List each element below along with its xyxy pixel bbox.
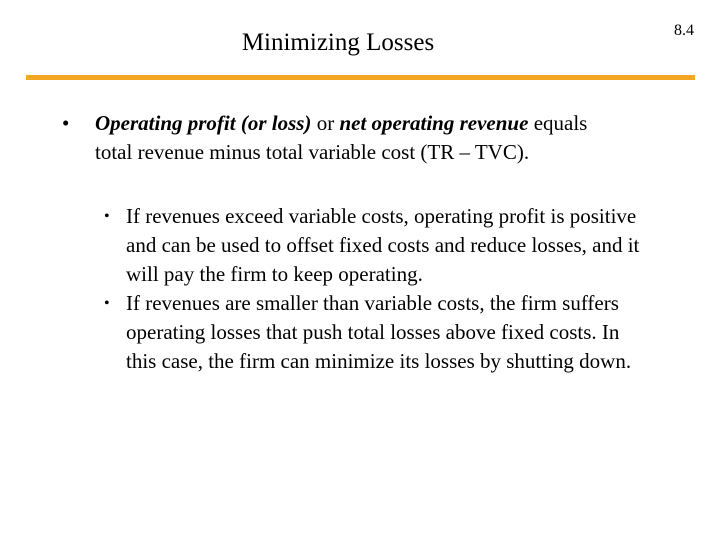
title-divider: [26, 75, 695, 80]
sub-bullet-text: If revenues are smaller than variable costs, the firm suffers operating losses that push total losses above fixed costs. In this case, the firm can minimize its losses by shutting down.: [126, 291, 632, 373]
sub-bullet-text: If revenues exceed variable costs, operating profit is positive and can be used to offset fixed costs and reduce losses, and it will pay the firm to keep operating.: [126, 204, 640, 286]
main-bullet-text: [62, 109, 622, 167]
sub-bullet-item: [104, 202, 644, 289]
sub-bullet-marker: •: [104, 208, 110, 225]
bullet-marker: •: [62, 111, 70, 135]
definition-text: equals total revenue minus total variable cost (TR – TVC).: [95, 111, 588, 164]
sub-bullet-marker: •: [104, 295, 110, 312]
sub-bullet-list: [104, 202, 644, 376]
main-bullet: [62, 109, 622, 167]
sub-bullet-item: [104, 289, 644, 376]
slide-number: 8.4: [674, 22, 694, 39]
term-operating-profit: Operating profit (or loss): [95, 111, 312, 135]
slide-title: Minimizing Losses: [241, 29, 435, 56]
term-net-operating-revenue: net operating revenue: [339, 111, 529, 135]
term-connector: or: [316, 111, 335, 135]
